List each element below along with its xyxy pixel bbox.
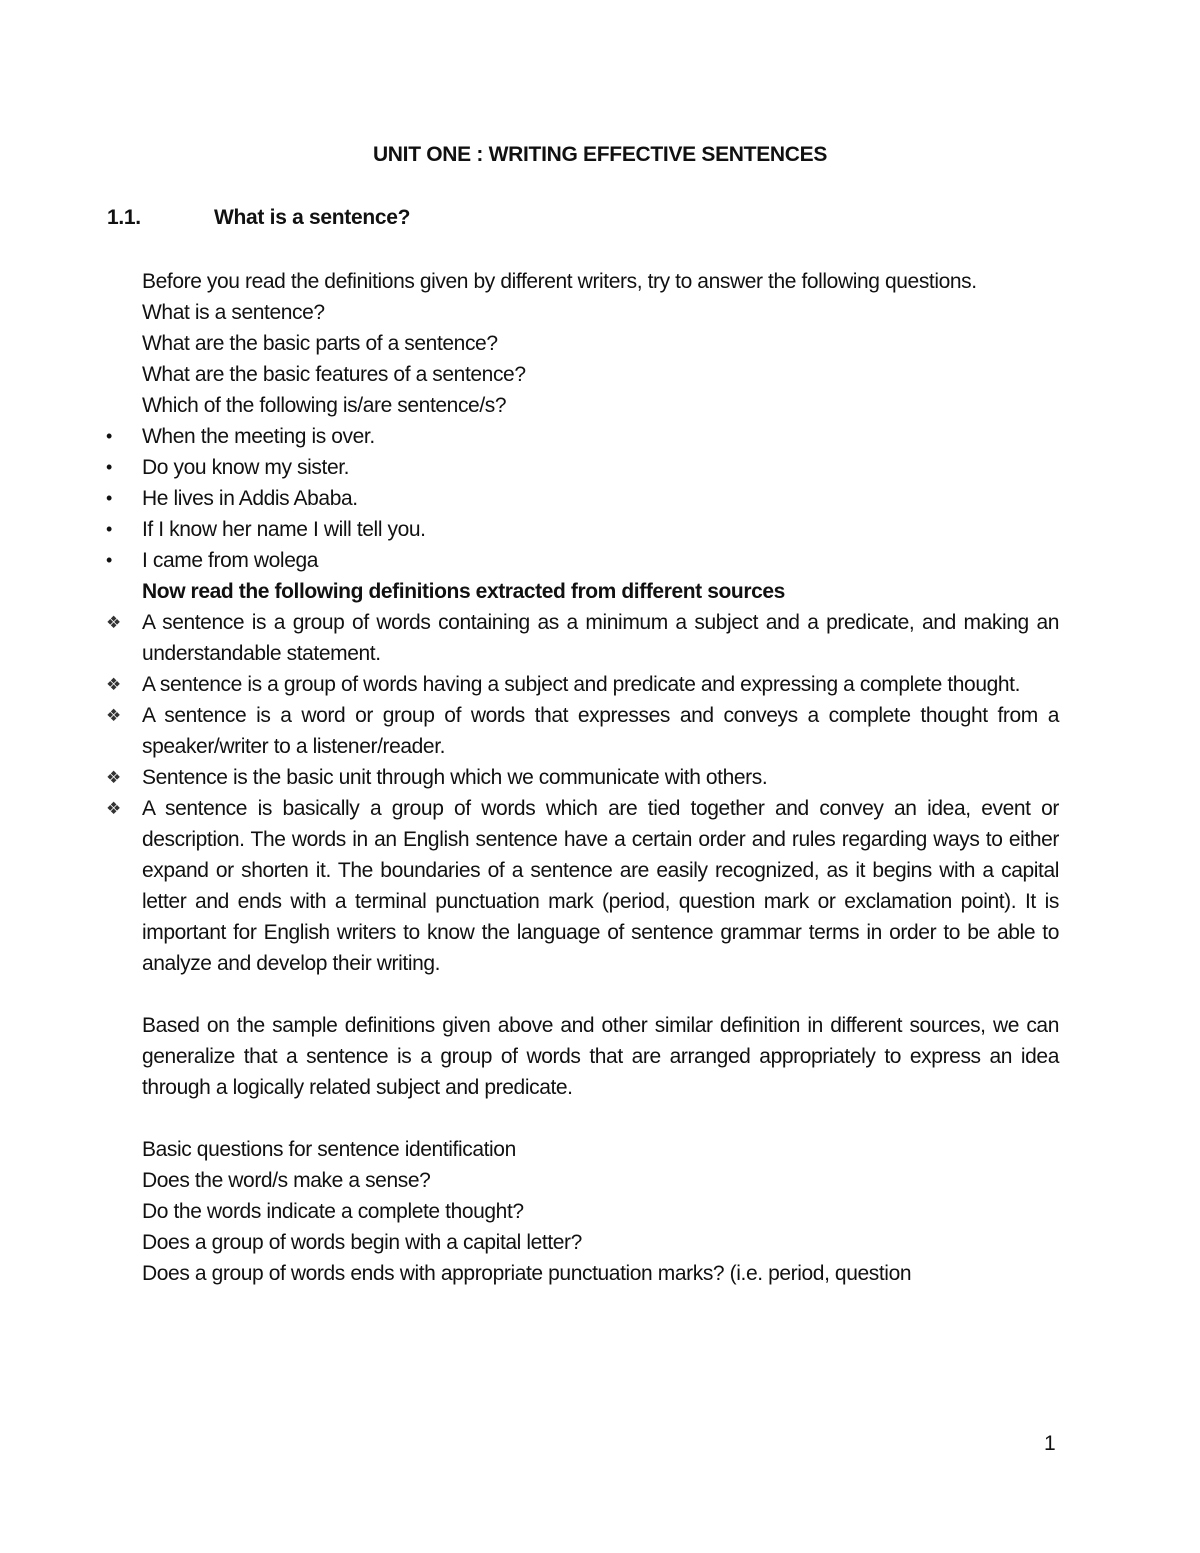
spacer [142, 979, 1059, 1010]
intro-paragraph: Before you read the definitions given by different writers, try to answer the following questions. [142, 270, 977, 293]
definition-item [106, 700, 1059, 762]
identification-question: Does a group of words begin with a capital letter? [142, 1231, 582, 1254]
section-heading [107, 206, 410, 230]
definition-item [106, 762, 1059, 793]
definition-item [106, 793, 1059, 979]
diamond-bullet-icon: ❖ [106, 613, 121, 632]
definition-text: A sentence is a group of words having a subject and predicate and expressing a complete thought. [142, 673, 1021, 696]
example-text: When the meeting is over. [142, 425, 375, 448]
definition-item [106, 669, 1059, 700]
bullet-icon: • [106, 457, 112, 477]
bullet-icon: • [106, 550, 112, 570]
identification-question: Do the words indicate a complete thought? [142, 1200, 524, 1223]
definition-item [106, 607, 1059, 669]
example-text: If I know her name I will tell you. [142, 518, 426, 541]
definition-list [106, 607, 1059, 979]
diamond-bullet-icon: ❖ [106, 768, 121, 787]
example-list [106, 421, 1059, 576]
diamond-bullet-icon: ❖ [106, 706, 121, 725]
bullet-icon: • [106, 519, 112, 539]
example-text: I came from wolega [142, 549, 319, 572]
document-body [106, 266, 1059, 1289]
question-line: What is a sentence? [142, 301, 325, 324]
diamond-bullet-icon: ❖ [106, 799, 121, 818]
definition-text: A sentence is a word or group of words that expresses and conveys a complete thought from a speaker/writer to a listener/reader. [142, 704, 1059, 758]
diamond-bullet-icon: ❖ [106, 675, 121, 694]
example-item [106, 421, 1059, 452]
definition-text: A sentence is basically a group of words which are tied together and convey an idea, event or description. The words in an English sentence have a certain order and rules regarding ways to either expand or shorten it. The boundaries of a sentence are easily recognized, as it begins with a capital letter and ends with a terminal punctuation mark (period, question mark or exclamation point). It is important for English writers to know the language of sentence grammar terms in order to be able to analyze and develop their writing. [142, 797, 1059, 975]
example-item [106, 452, 1059, 483]
example-item [106, 545, 1059, 576]
bullet-icon: • [106, 426, 112, 446]
example-text: He lives in Addis Ababa. [142, 487, 358, 510]
spacer [142, 1103, 1059, 1134]
definition-text: Sentence is the basic unit through which we communicate with others. [142, 766, 768, 789]
bullet-icon: • [106, 488, 112, 508]
identification-heading: Basic questions for sentence identification [142, 1138, 516, 1161]
generalization-paragraph: Based on the sample definitions given above and other similar definition in different sources, we can generalize that a sentence is a group of words that are arranged appropriately to express an idea through a logically related subject and predicate. [142, 1014, 1059, 1099]
definitions-lead: Now read the following definitions extracted from different sources [142, 580, 785, 603]
unit-title: UNIT ONE : WRITING EFFECTIVE SENTENCES [372, 143, 828, 166]
question-line: What are the basic features of a sentence? [142, 363, 526, 386]
identification-question: Does a group of words ends with appropriate punctuation marks? (i.e. period, question [142, 1262, 912, 1285]
example-item [106, 483, 1059, 514]
example-item [106, 514, 1059, 545]
question-line: Which of the following is/are sentence/s? [142, 394, 507, 417]
question-line: What are the basic parts of a sentence? [142, 332, 498, 355]
section-title: What is a sentence? [214, 206, 411, 229]
example-text: Do you know my sister. [142, 456, 350, 479]
page-number: 1 [1044, 1432, 1056, 1455]
definition-text: A sentence is a group of words containing as a minimum a subject and a predicate, and making an understandable statement. [142, 611, 1059, 665]
identification-question: Does the word/s make a sense? [142, 1169, 431, 1192]
section-number: 1.1. [107, 206, 141, 229]
